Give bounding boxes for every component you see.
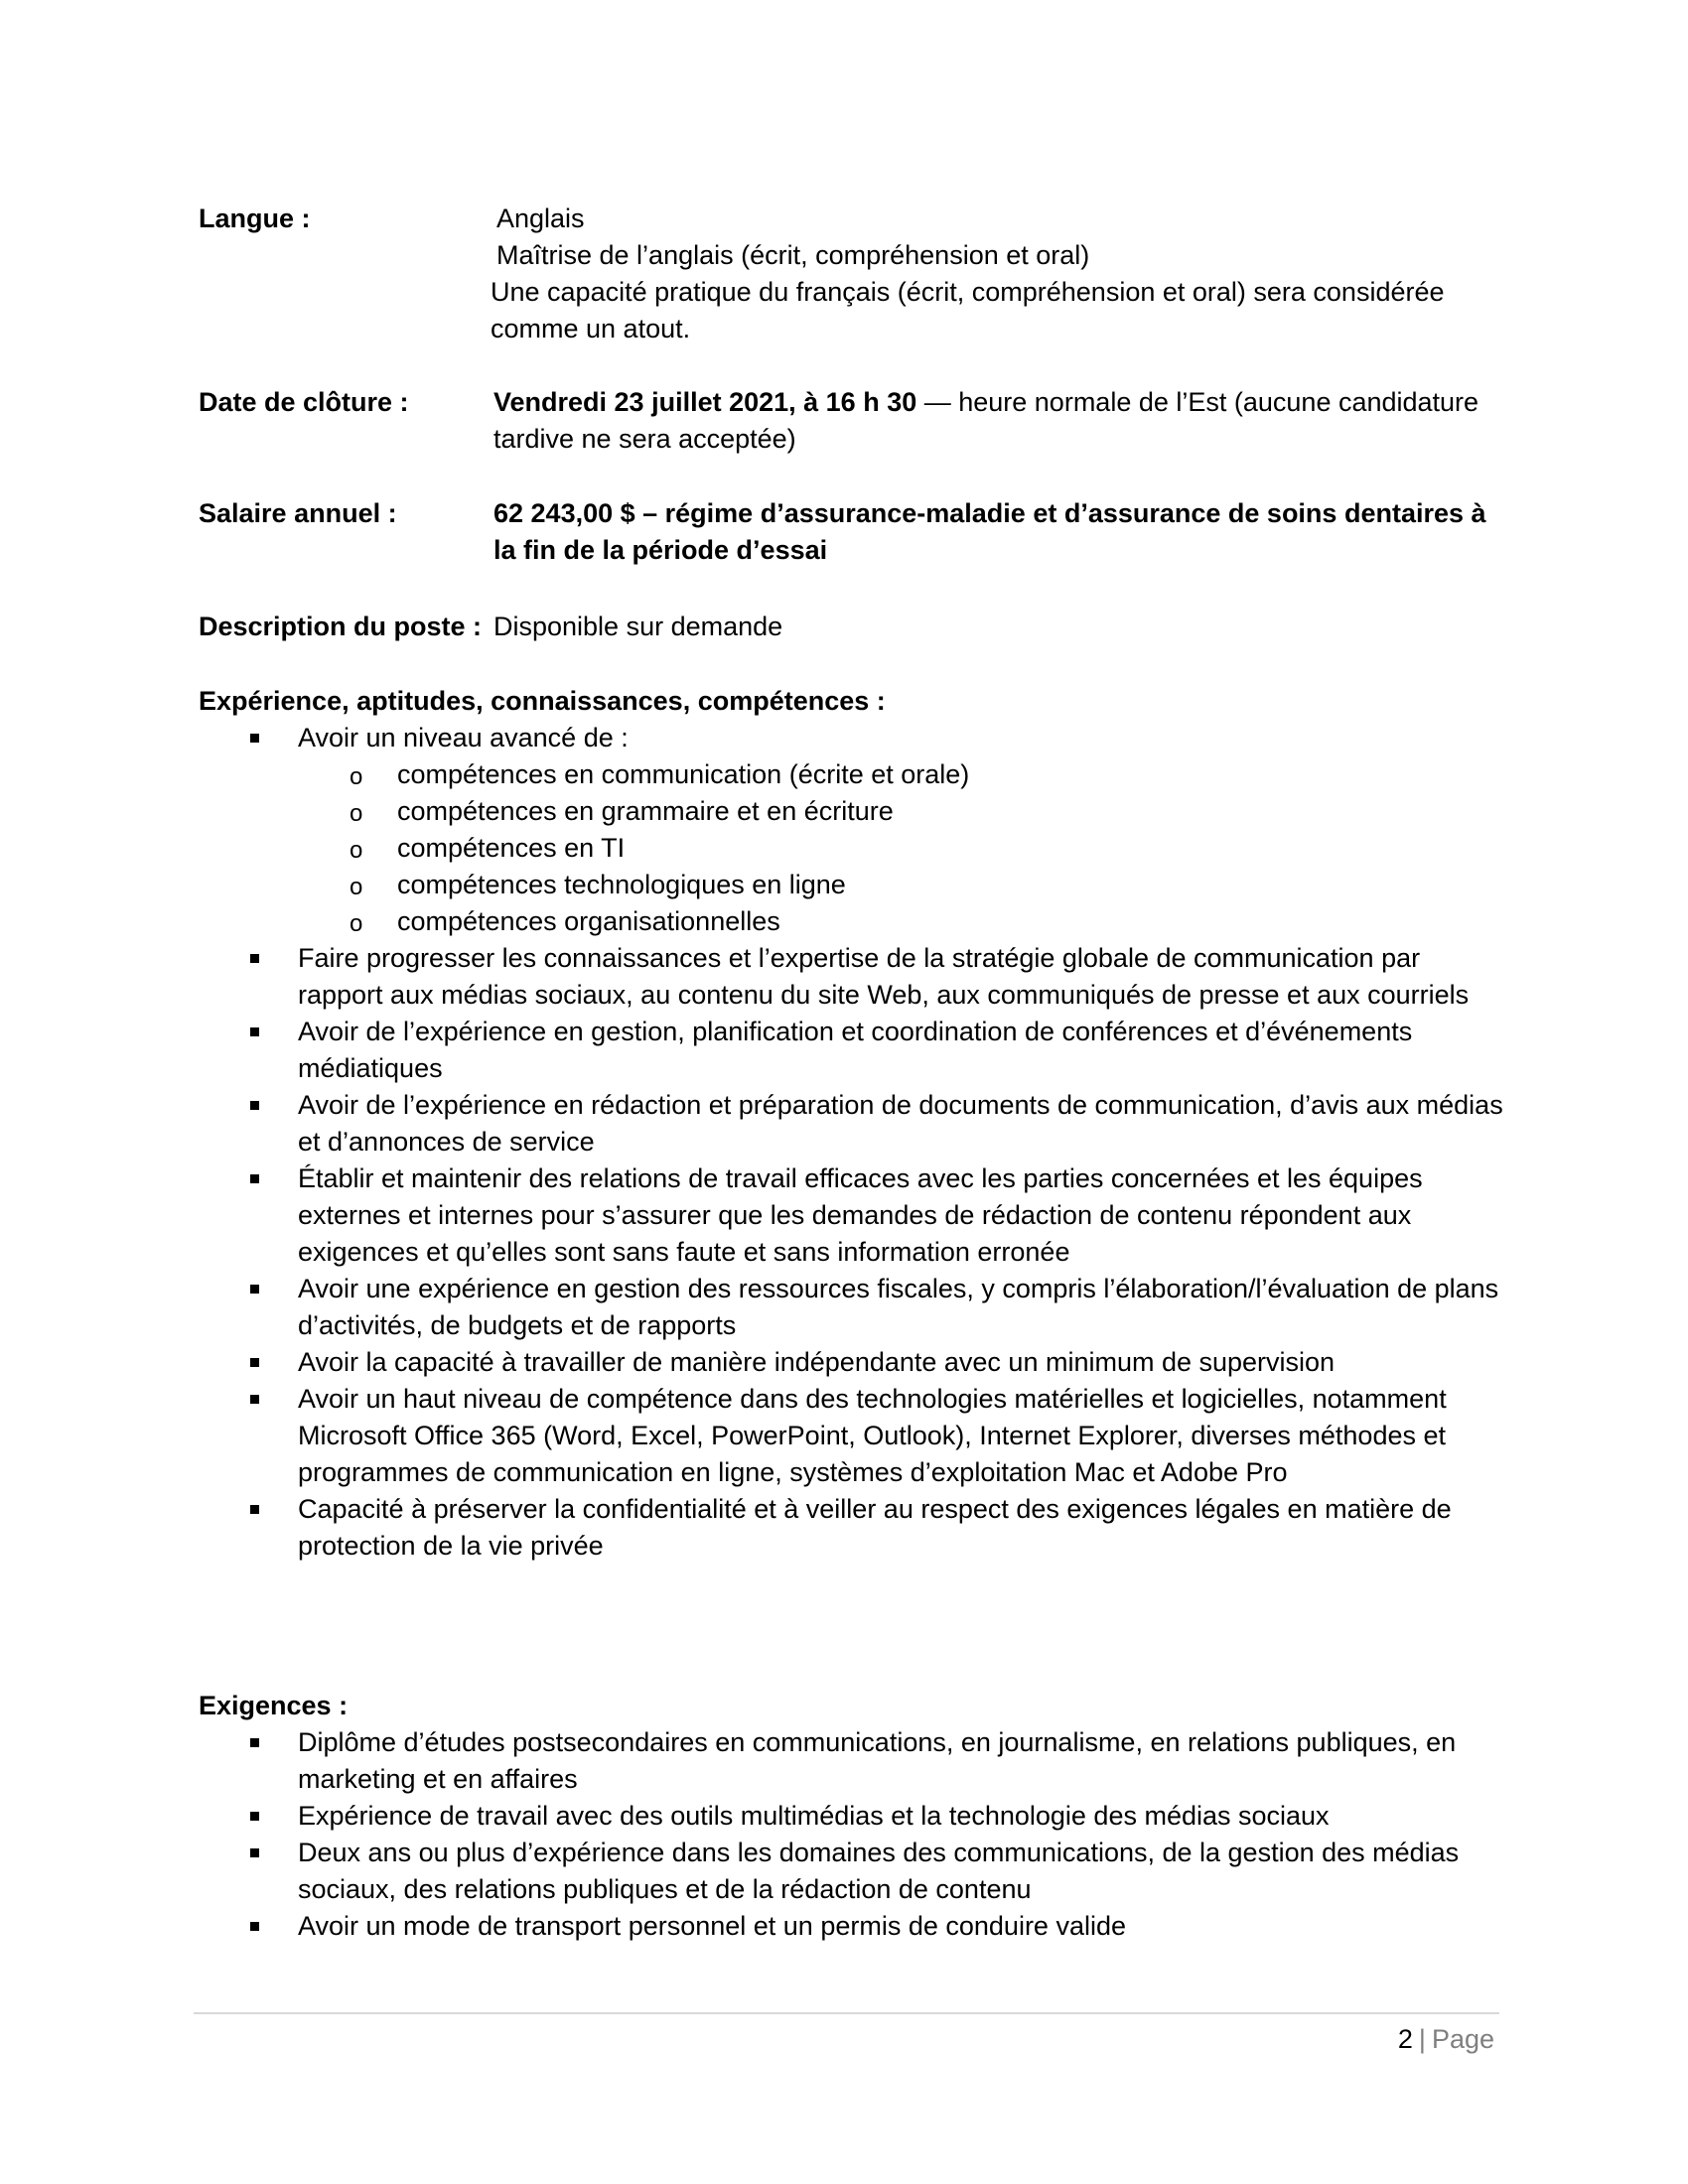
sub-list-item-text: compétences en TI: [397, 833, 626, 863]
list-item: [199, 1344, 1509, 1381]
footer-divider: [194, 2012, 1499, 2014]
list-item-text: Expérience de travail avec des outils multimédias et la technologie des médias sociaux: [298, 1801, 1330, 1831]
list-item-text: Avoir un niveau avancé de :: [298, 723, 629, 752]
experience-list: [199, 720, 1509, 1565]
exigences-list: [199, 1724, 1509, 1945]
sub-list: [298, 756, 1509, 940]
square-bullet-icon: [250, 1174, 259, 1183]
field-value: 62 243,00 $ – régime d’assurance-maladie et d’assurance de soins dentaires à la fin de la période d’essai: [493, 498, 1486, 565]
sub-list-item: [298, 793, 1509, 830]
field-label: Description du poste :: [199, 612, 483, 641]
circle-bullet-icon: o: [350, 910, 363, 937]
square-bullet-icon: [250, 1101, 259, 1110]
list-item: [199, 1798, 1509, 1835]
langue-line: Anglais: [496, 204, 585, 233]
field-value: [493, 384, 1499, 458]
list-item: [199, 1087, 1509, 1160]
square-bullet-icon: [250, 1358, 259, 1367]
field-label: Date de clôture :: [199, 387, 409, 417]
sub-list-item: [298, 830, 1509, 867]
list-item: [199, 1381, 1509, 1491]
list-item-text: Avoir un haut niveau de compétence dans des technologies matérielles et logicielles, notamment Microsoft Office 365 (Word, Excel, PowerPoint, Outlook), Internet Explorer, diverses méthodes et programmes de communication en ligne, systèmes d’exploitation Mac et Adobe Pro: [298, 1384, 1447, 1487]
sub-list-item-text: compétences organisationnelles: [397, 906, 780, 936]
square-bullet-icon: [250, 1848, 259, 1857]
list-item-text: Deux ans ou plus d’expérience dans les domaines des communications, de la gestion des médias sociaux, des relations publiques et de la rédaction de contenu: [298, 1838, 1460, 1904]
list-item-text: Faire progresser les connaissances et l’expertise de la stratégie globale de communication par rapport aux médias sociaux, au contenu du site Web, aux communiqués de presse et aux courriels: [298, 943, 1470, 1010]
square-bullet-icon: [250, 1395, 259, 1404]
square-bullet-icon: [250, 954, 259, 963]
closing-date-note: — heure normale de l’Est (aucune candidature tardive ne sera acceptée): [493, 387, 1479, 454]
list-item: [199, 1014, 1509, 1087]
list-item-text: Avoir un mode de transport personnel et un permis de conduire valide: [298, 1911, 1126, 1941]
square-bullet-icon: [250, 734, 259, 743]
list-item: [199, 1835, 1509, 1908]
section-title-exigences: Exigences :: [199, 1691, 349, 1720]
sub-list-item: [298, 903, 1509, 940]
langue-line: Maîtrise de l’anglais (écrit, compréhension et oral): [496, 240, 1090, 270]
square-bullet-icon: [250, 1505, 259, 1514]
field-value: [493, 201, 1499, 347]
circle-bullet-icon: o: [350, 763, 363, 790]
list-item-text: Avoir une expérience en gestion des ressources fiscales, y compris l’élaboration/l’évaluation de plans d’activités, de budgets et de rapports: [298, 1274, 1499, 1340]
field-label: Salaire annuel :: [199, 498, 397, 528]
list-item-text: Avoir de l’expérience en gestion, planification et coordination de conférences et d’événements médiatiques: [298, 1017, 1413, 1083]
page-label: Page: [1431, 2024, 1494, 2054]
list-item-text: Avoir la capacité à travailler de manière indépendante avec un minimum de supervision: [298, 1347, 1336, 1377]
sub-list-item-text: compétences en communication (écrite et orale): [397, 759, 970, 789]
sub-list-item-text: compétences en grammaire et en écriture: [397, 796, 894, 826]
footer-separator: |: [1418, 2024, 1426, 2054]
circle-bullet-icon: o: [350, 837, 363, 864]
list-item-text: Diplôme d’études postsecondaires en communications, en journalisme, en relations publiques, en marketing et en affaires: [298, 1727, 1457, 1794]
circle-bullet-icon: o: [350, 800, 363, 827]
square-bullet-icon: [250, 1812, 259, 1821]
sub-list-item: [298, 867, 1509, 903]
list-item-text: Avoir de l’expérience en rédaction et préparation de documents de communication, d’avis aux médias et d’annonces de service: [298, 1090, 1503, 1157]
list-item: [199, 940, 1509, 1014]
list-item: [199, 1271, 1509, 1344]
square-bullet-icon: [250, 1738, 259, 1747]
square-bullet-icon: [250, 1027, 259, 1036]
field-value: Disponible sur demande: [493, 612, 783, 641]
list-item: [199, 1724, 1509, 1798]
sub-list-item: [298, 756, 1509, 793]
sub-list-item-text: compétences technologiques en ligne: [397, 870, 846, 899]
list-item: [199, 1908, 1509, 1945]
list-item: [199, 720, 1509, 940]
page-number: 2: [1397, 2024, 1413, 2054]
list-item: [199, 1160, 1509, 1271]
closing-date: Vendredi 23 juillet 2021, à 16 h 30: [493, 387, 917, 417]
section-title-experience: Expérience, aptitudes, connaissances, compétences :: [199, 686, 886, 716]
square-bullet-icon: [250, 1922, 259, 1931]
langue-line: Une capacité pratique du français (écrit, compréhension et oral) sera considérée comme un atout.: [491, 277, 1445, 343]
circle-bullet-icon: o: [350, 874, 363, 900]
page-footer: [1398, 2021, 1494, 2058]
square-bullet-icon: [250, 1285, 259, 1294]
list-item-text: Capacité à préserver la confidentialité et à veiller au respect des exigences légales en matière de protection de la vie privée: [298, 1494, 1452, 1561]
list-item: [199, 1491, 1509, 1565]
list-item-text: Établir et maintenir des relations de travail efficaces avec les parties concernées et les équipes externes et internes pour s’assurer que les demandes de rédaction de contenu répondent aux exigences et qu’elles sont sans faute et sans information erronée: [298, 1163, 1423, 1267]
field-label: Langue :: [199, 204, 311, 233]
